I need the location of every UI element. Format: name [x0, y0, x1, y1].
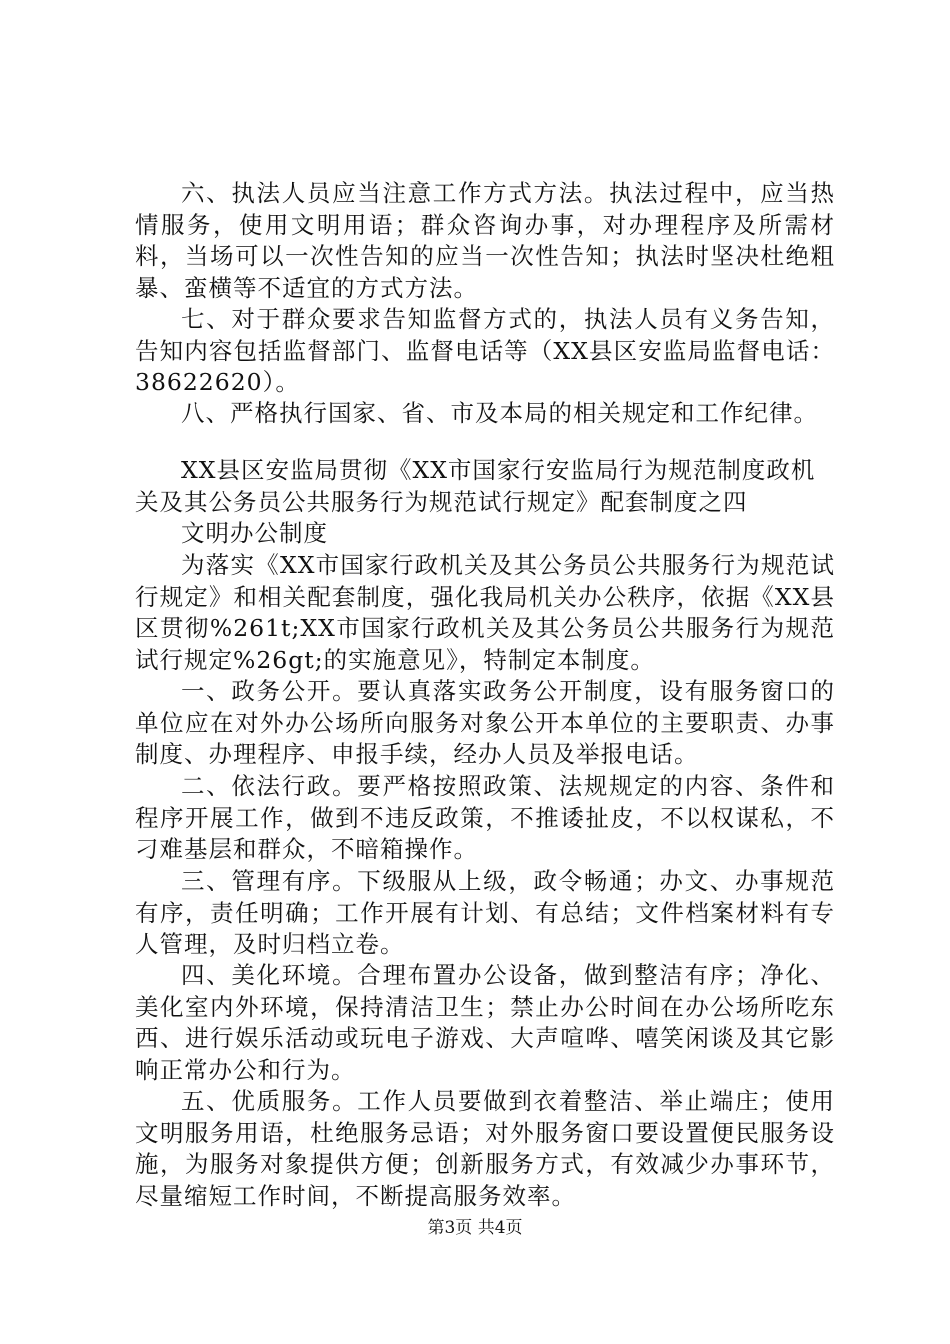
paragraph-five: 五、优质服务。工作人员要做到衣着整洁、举止端庄；使用文明服务用语，杜绝服务忌语；对外服务窗口要设置便民服务设施，为服务对象提供方便；创新服务方式，有效减少办事环节，尽量缩短工作时间，不断提高服务效率。 — [135, 1087, 835, 1210]
paragraph-intro: 为落实《XX市国家行政机关及其公务员公共服务行为规范试行规定》和相关配套制度，强化我局机关办公秩序，依据《XX县区贯彻%261t;XX市国家行政机关及其公务员公共服务行为规范试行规定%26gt;的实施意见》，特制定本制度。 — [135, 551, 835, 674]
paragraph-four: 四、美化环境。合理布置办公设备，做到整洁有序；净化、美化室内外环境，保持清洁卫生；禁止办公时间在办公场所吃东西、进行娱乐活动或玩电子游戏、大声喧哗、嘻笑闲谈及其它影响正常办公和行为。 — [135, 961, 835, 1084]
paragraph-three: 三、管理有序。下级服从上级，政令畅通；办文、办事规范有序，责任明确；工作开展有计划、有总结；文件档案材料有专人管理，及时归档立卷。 — [135, 867, 835, 958]
document-heading: XX县区安监局贯彻《XX市国家行安监局行为规范制度政机关及其公务员公共服务行为规范试行规定》配套制度之四 — [135, 456, 816, 516]
paragraph-six: 六、执法人员应当注意工作方式方法。执法过程中，应当热情服务，使用文明用语；群众咨询办事，对办理程序及所需材料，当场可以一次性告知的应当一次性告知；执法时坚决杜绝粗暴、蛮横等不适宜的方式方法。 — [135, 179, 835, 302]
document-subheading: 文明办公制度 — [181, 519, 328, 547]
paragraph-seven: 七、对于群众要求告知监督方式的，执法人员有义务告知，告知内容包括监督部门、监督电话等（XX县区安监局监督电话：38622620）。 — [135, 305, 835, 396]
page-footer: 第3页 共4页 — [427, 1218, 523, 1238]
paragraph-eight: 八、严格执行国家、省、市及本局的相关规定和工作纪律。 — [181, 399, 818, 427]
paragraph-two: 二、依法行政。要严格按照政策、法规规定的内容、条件和程序开展工作，做到不违反政策，不推诿扯皮，不以权谋私，不刁难基层和群众，不暗箱操作。 — [135, 772, 835, 863]
paragraph-one: 一、政务公开。要认真落实政务公开制度，设有服务窗口的单位应在对外办公场所向服务对象公开本单位的主要职责、办事制度、办理程序、申报手续，经办人员及举报电话。 — [135, 677, 835, 768]
